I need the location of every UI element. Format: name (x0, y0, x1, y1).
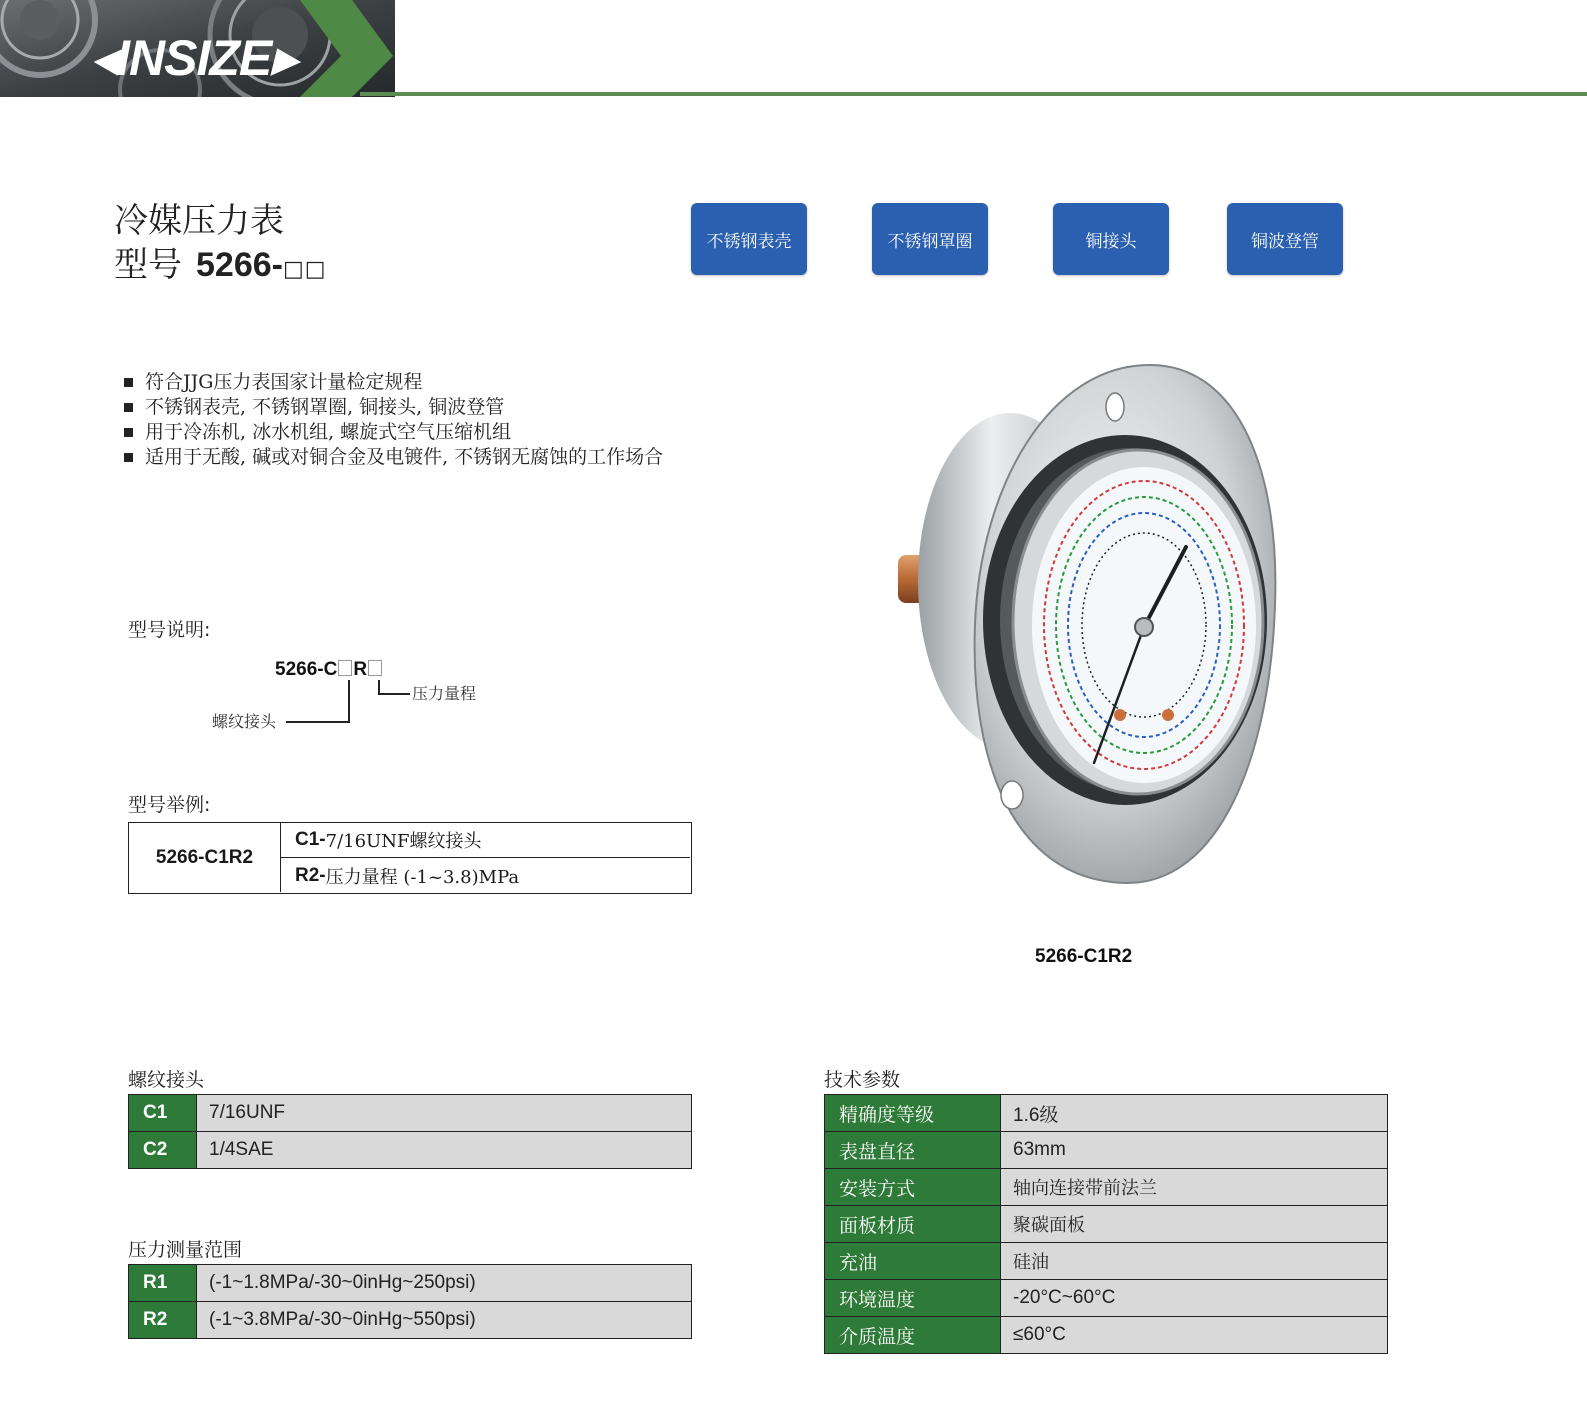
table-row (825, 1095, 1387, 1131)
table-row (129, 1301, 691, 1338)
model-example-label: 型号举例: (128, 794, 211, 816)
feature-badge-copper-connector: 铜接头 (1053, 203, 1169, 275)
feature-list (124, 370, 663, 470)
table-value: 7/16UNF (197, 1095, 691, 1131)
range-annotation: 压力量程 (412, 684, 477, 703)
table-key: C2 (129, 1132, 197, 1168)
table-key: 表盘直径 (825, 1132, 1001, 1168)
table-key: 安装方式 (825, 1169, 1001, 1205)
header-divider (360, 92, 1587, 96)
table-row (129, 1265, 691, 1301)
placeholder-box (368, 660, 382, 676)
table-key: 介质温度 (825, 1317, 1001, 1353)
bullet-square-icon (124, 428, 133, 437)
product-title: 冷媒压力表 (114, 201, 284, 241)
tech-table-label: 技术参数 (824, 1069, 901, 1091)
table-row (825, 1131, 1387, 1168)
table-row (825, 1205, 1387, 1242)
table-value: (-1~3.8MPa/-30~0inHg~550psi) (197, 1302, 691, 1338)
model-example-table (128, 822, 692, 894)
pressure-table (128, 1264, 692, 1339)
placeholder-box (338, 660, 352, 676)
thread-leader-line (348, 680, 350, 722)
tech-table (824, 1094, 1388, 1354)
model-number: 5266- (196, 246, 283, 284)
table-value: 硅油 (1001, 1243, 1387, 1279)
table-row (129, 1095, 691, 1131)
logo-arrow-right-icon: ▸ (271, 30, 296, 86)
list-item: 适用于无酸, 碱或对铜合金及电镀件, 不锈钢无腐蚀的工作场合 (124, 445, 663, 470)
table-value: -20°C~60°C (1001, 1280, 1387, 1316)
feature-badge-stainless-case: 不锈钢表壳 (691, 203, 807, 275)
range-leader-line (378, 693, 410, 695)
photo-caption: 5266-C1R2 (1035, 946, 1133, 967)
table-key: R2 (129, 1302, 197, 1338)
table-value: 1/4SAE (197, 1132, 691, 1168)
table-value: 轴向连接带前法兰 (1001, 1169, 1387, 1205)
thread-annotation: 螺纹接头 (212, 712, 277, 731)
list-item: 不锈钢表壳, 不锈钢罩圈, 铜接头, 铜波登管 (124, 395, 663, 420)
table-row (825, 1168, 1387, 1205)
table-value: (-1~1.8MPa/-30~0inHg~250psi) (197, 1265, 691, 1301)
table-value: 63mm (1001, 1132, 1387, 1168)
range-leader-line (378, 680, 380, 694)
feature-badge-copper-bourdon-tube: 铜波登管 (1227, 203, 1343, 275)
bullet-square-icon (124, 453, 133, 462)
table-row: R2- 压力量程 (-1~3.8)MPa (295, 864, 520, 888)
bullet-square-icon (124, 378, 133, 387)
table-row (129, 1131, 691, 1168)
table-row (825, 1279, 1387, 1316)
product-model (114, 244, 327, 291)
table-key: 充油 (825, 1243, 1001, 1279)
bullet-square-icon (124, 403, 133, 412)
product-photo (890, 355, 1290, 895)
feature-badge-stainless-bezel: 不锈钢罩圈 (872, 203, 988, 275)
model-placeholder: □□ (282, 257, 327, 282)
pressure-table-label: 压力测量范围 (128, 1239, 243, 1261)
table-value: 聚碳面板 (1001, 1206, 1387, 1242)
model-code-pattern: 5266-C R (275, 658, 383, 682)
thread-table-label: 螺纹接头 (128, 1069, 205, 1091)
table-row (825, 1242, 1387, 1279)
thread-table (128, 1094, 692, 1169)
table-key: C1 (129, 1095, 197, 1131)
logo-arrow-left-icon: ◂ (92, 30, 117, 86)
list-item: 符合JJG压力表国家计量检定规程 (124, 370, 663, 395)
table-row: C1- 7/16UNF螺纹接头 (281, 823, 690, 858)
table-value: ≤60°C (1001, 1317, 1387, 1353)
table-key: 面板材质 (825, 1206, 1001, 1242)
table-key: R1 (129, 1265, 197, 1301)
model-prefix: 型号 (114, 245, 182, 285)
table-key: 环境温度 (825, 1280, 1001, 1316)
table-row (825, 1316, 1387, 1353)
table-value: 1.6级 (1001, 1095, 1387, 1131)
table-key: 精确度等级 (825, 1095, 1001, 1131)
list-item: 用于冷冻机, 冰水机组, 螺旋式空气压缩机组 (124, 420, 663, 445)
example-model-cell: 5266-C1R2 (129, 823, 281, 892)
brand-logo (92, 30, 295, 86)
brand-name: INSIZE (116, 30, 272, 86)
thread-leader-line (286, 721, 350, 723)
model-explain-label: 型号说明: (128, 619, 211, 641)
